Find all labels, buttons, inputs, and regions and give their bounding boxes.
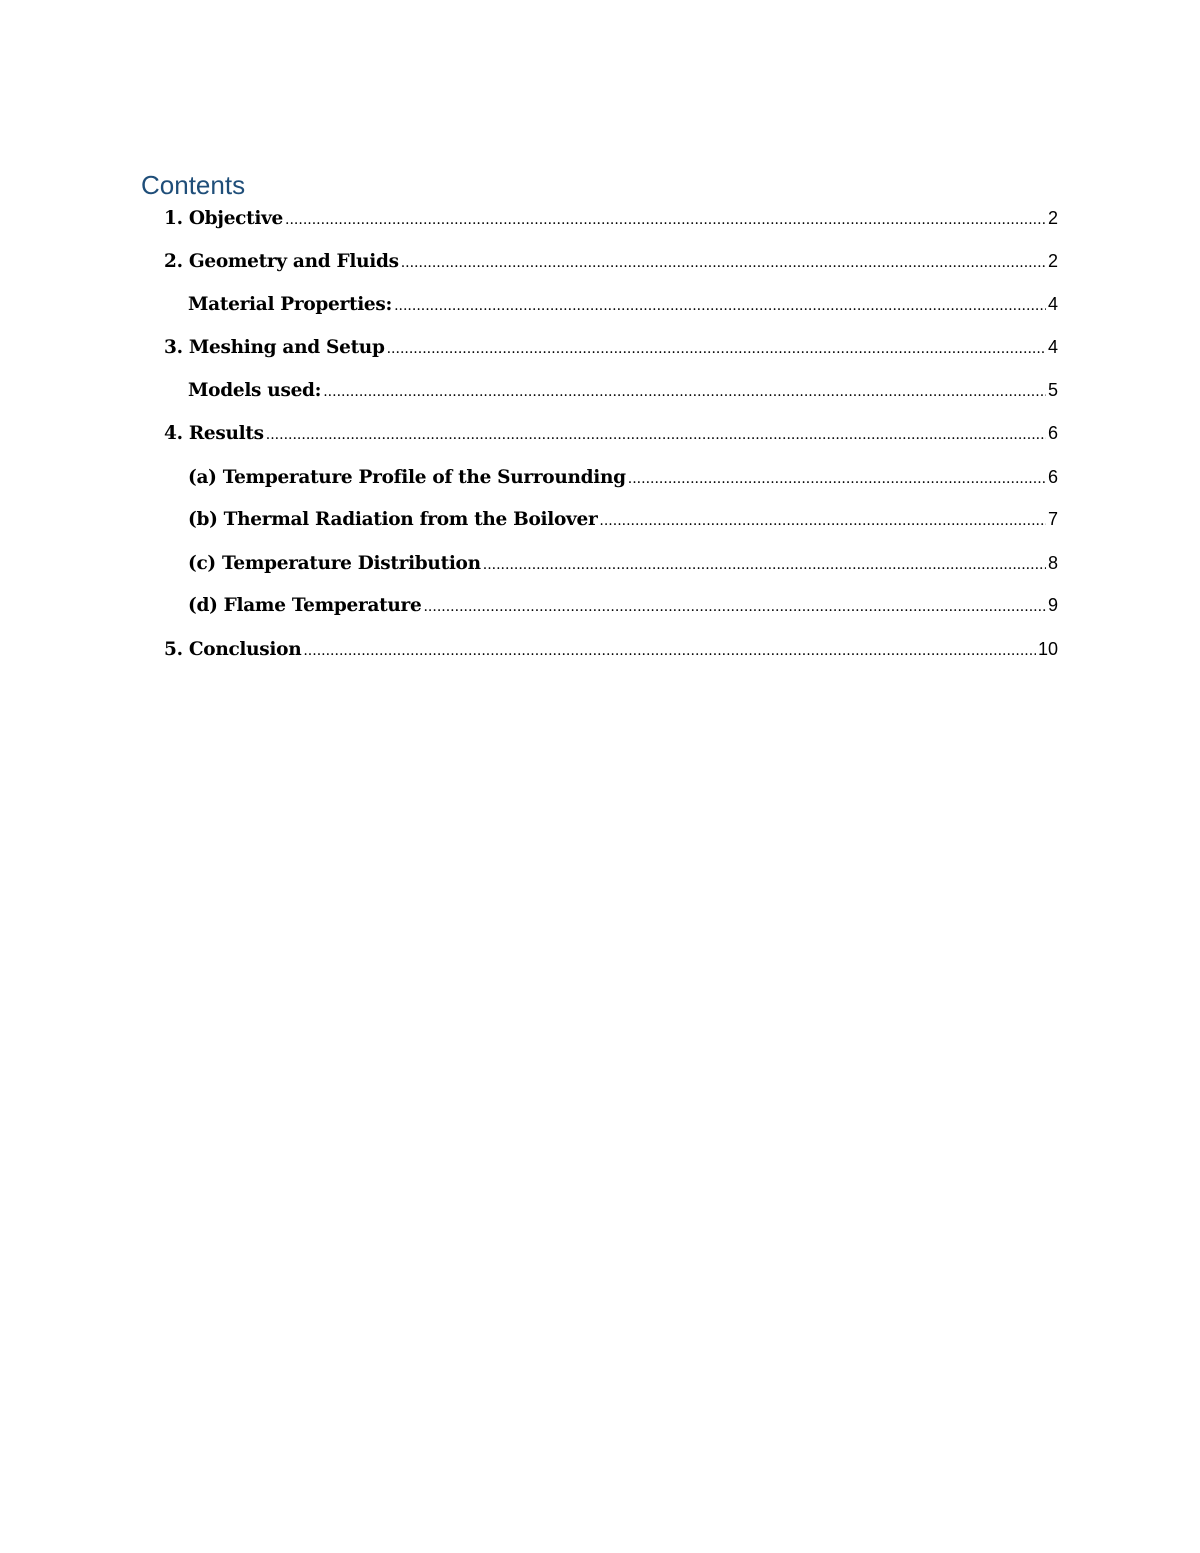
toc-dot-leader bbox=[483, 553, 1046, 574]
toc-page-number: 2 bbox=[1047, 208, 1058, 228]
toc-dot-leader bbox=[266, 423, 1046, 444]
toc-entry-material-properties[interactable] bbox=[188, 294, 1058, 322]
toc-entry-label: (a) Temperature Profile of the Surrounding bbox=[188, 467, 626, 488]
toc-entry-label: (c) Temperature Distribution bbox=[188, 553, 481, 574]
toc-entry-geometry-and-fluids[interactable] bbox=[164, 251, 1058, 279]
toc-page-number: 4 bbox=[1047, 337, 1058, 357]
toc-entry-label: 1. Objective bbox=[164, 208, 284, 229]
toc-entry-objective[interactable] bbox=[164, 208, 1058, 236]
toc-entry-meshing-and-setup[interactable] bbox=[164, 337, 1058, 365]
toc-page-number: 6 bbox=[1047, 423, 1058, 443]
toc-entry-label: (d) Flame Temperature bbox=[188, 595, 422, 616]
toc-dot-leader bbox=[599, 509, 1046, 530]
toc-page-number: 2 bbox=[1047, 251, 1058, 271]
toc-dot-leader bbox=[423, 595, 1046, 616]
toc-page-number: 10 bbox=[1037, 639, 1058, 659]
toc-page-number: 8 bbox=[1047, 553, 1058, 573]
toc-dot-leader bbox=[628, 467, 1046, 488]
toc-heading: Contents bbox=[141, 170, 246, 200]
toc-entry-label: 5. Conclusion bbox=[164, 639, 302, 660]
toc-dot-leader bbox=[394, 294, 1046, 315]
toc-dot-leader bbox=[401, 251, 1046, 272]
toc-page-number: 9 bbox=[1047, 595, 1058, 615]
toc-page-number: 7 bbox=[1047, 509, 1058, 529]
toc-entry-results[interactable] bbox=[164, 423, 1058, 451]
toc-entry-conclusion[interactable] bbox=[164, 639, 1058, 667]
toc-page-number: 5 bbox=[1047, 380, 1058, 400]
toc-page-number: 4 bbox=[1047, 294, 1058, 314]
toc-entry-temperature-profile[interactable] bbox=[188, 467, 1058, 495]
toc-dot-leader bbox=[323, 380, 1046, 401]
toc-entry-label: 3. Meshing and Setup bbox=[164, 337, 385, 358]
toc-entry-flame-temperature[interactable] bbox=[188, 595, 1058, 623]
toc-entry-temperature-distribution[interactable] bbox=[188, 553, 1058, 581]
toc-entry-label: 4. Results bbox=[164, 423, 264, 444]
toc-page-number: 6 bbox=[1047, 467, 1058, 487]
toc-entry-label: Models used: bbox=[188, 380, 322, 401]
toc-dot-leader bbox=[303, 639, 1036, 660]
toc-entry-label: 2. Geometry and Fluids bbox=[164, 251, 399, 272]
toc-entry-label: (b) Thermal Radiation from the Boilover bbox=[188, 509, 598, 530]
toc-dot-leader bbox=[285, 208, 1046, 229]
toc-entry-label: Material Properties: bbox=[188, 294, 393, 315]
toc-entry-models-used[interactable] bbox=[188, 380, 1058, 408]
toc-entry-thermal-radiation[interactable] bbox=[188, 509, 1058, 537]
toc-dot-leader bbox=[387, 337, 1046, 358]
